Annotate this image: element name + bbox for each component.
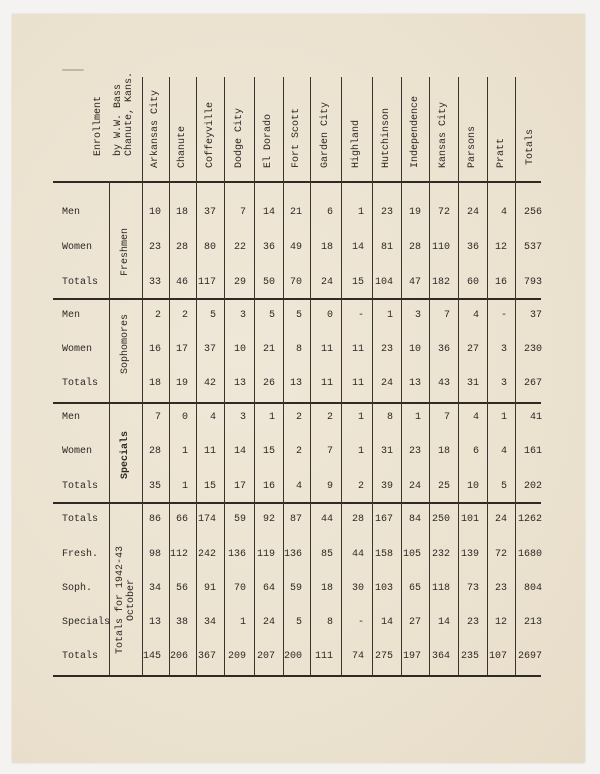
total-cell: 267 — [523, 378, 542, 389]
data-cell: 2 — [154, 310, 161, 321]
data-cell: 80 — [203, 242, 216, 253]
data-cell: 39 — [380, 481, 393, 492]
data-cell: 107 — [488, 651, 507, 662]
data-cell: 19 — [408, 207, 421, 218]
data-cell: 11 — [351, 344, 364, 355]
data-cell: 2 — [295, 412, 302, 423]
data-cell: 74 — [351, 651, 364, 662]
data-cell: 105 — [402, 549, 421, 560]
data-cell: 28 — [351, 514, 364, 525]
data-cell: 26 — [262, 378, 275, 389]
data-cell: 104 — [374, 277, 393, 288]
data-cell: 364 — [431, 651, 450, 662]
data-cell: 66 — [175, 514, 188, 525]
data-cell: 10 — [466, 481, 479, 492]
data-cell: 235 — [460, 651, 479, 662]
row-label: Men — [62, 412, 81, 423]
data-cell: 85 — [320, 549, 333, 560]
section-label — [109, 385, 142, 525]
data-cell: 1 — [500, 412, 507, 423]
data-cell: 3 — [239, 310, 246, 321]
data-cell: 6 — [472, 446, 479, 457]
data-cell: 1 — [357, 446, 364, 457]
row-label: Totals — [62, 277, 99, 288]
column-header-text: Garden City — [320, 101, 331, 168]
data-cell: 10 — [408, 344, 421, 355]
row-label: Men — [62, 310, 81, 321]
data-cell: 33 — [148, 277, 161, 288]
bottom-rule — [53, 675, 541, 677]
data-cell: 1 — [357, 412, 364, 423]
data-cell: 12 — [494, 617, 507, 628]
column-header — [283, 80, 310, 168]
data-cell: 30 — [351, 583, 364, 594]
data-cell: 65 — [408, 583, 421, 594]
total-cell: 37 — [529, 310, 542, 321]
total-cell: 2697 — [517, 651, 542, 662]
data-cell: 59 — [233, 514, 246, 525]
section-label-line: Totals for 1942-43 — [114, 545, 126, 655]
total-cell: 793 — [523, 277, 542, 288]
data-cell: 24 — [262, 617, 275, 628]
data-cell: 103 — [374, 583, 393, 594]
data-cell: 11 — [203, 446, 216, 457]
column-header-text: Coffeyville — [204, 101, 216, 168]
data-cell: 29 — [233, 277, 246, 288]
column-header — [341, 80, 372, 168]
row-label: Women — [62, 242, 93, 253]
data-cell: 3 — [414, 310, 421, 321]
data-cell: 207 — [256, 651, 275, 662]
data-cell: 23 — [494, 583, 507, 594]
data-cell: 36 — [262, 242, 275, 253]
data-cell: 14 — [262, 207, 275, 218]
data-cell: 10 — [148, 207, 161, 218]
data-cell: 6 — [326, 207, 333, 218]
data-cell: 7 — [154, 412, 161, 423]
data-cell: 16 — [148, 344, 161, 355]
data-cell: 1 — [239, 617, 246, 628]
column-header-text: Chanute — [177, 125, 188, 168]
column-header — [458, 80, 487, 168]
data-cell: 197 — [402, 651, 421, 662]
total-cell: 804 — [523, 583, 542, 594]
enrollment-title-text: Enrollment — [92, 95, 104, 156]
data-cell: 101 — [460, 514, 479, 525]
data-cell: 242 — [197, 549, 216, 560]
data-cell: 367 — [197, 651, 216, 662]
data-cell: 14 — [351, 242, 364, 253]
data-cell: 7 — [443, 310, 450, 321]
data-cell: 1 — [357, 207, 364, 218]
data-cell: 13 — [233, 378, 246, 389]
data-cell: 8 — [295, 344, 302, 355]
row-label: Totals — [62, 514, 99, 525]
data-cell: 72 — [494, 549, 507, 560]
data-cell: 16 — [262, 481, 275, 492]
data-cell: 4 — [295, 481, 302, 492]
data-cell: 87 — [289, 514, 302, 525]
total-cell: 202 — [523, 481, 542, 492]
row-label: Men — [62, 207, 81, 218]
data-cell: 22 — [233, 242, 246, 253]
data-cell: 7 — [239, 207, 246, 218]
row-label: Women — [62, 446, 93, 457]
data-cell: 36 — [466, 242, 479, 253]
data-cell: 117 — [197, 277, 216, 288]
column-header — [254, 80, 283, 168]
column-header-text: Parsons — [467, 125, 478, 168]
data-cell: 18 — [437, 446, 450, 457]
data-cell: 16 — [494, 277, 507, 288]
section-label-line: Specials — [120, 430, 131, 479]
data-cell: 34 — [148, 583, 161, 594]
data-cell: 73 — [466, 583, 479, 594]
data-cell: 19 — [175, 378, 188, 389]
data-cell: 209 — [227, 651, 246, 662]
data-cell: 110 — [431, 242, 450, 253]
data-cell: 5 — [268, 310, 275, 321]
data-cell: 56 — [175, 583, 188, 594]
data-cell: 24 — [408, 481, 421, 492]
data-cell: 206 — [169, 651, 188, 662]
row-label: Totals — [62, 378, 99, 389]
data-cell: 70 — [289, 277, 302, 288]
data-cell: 200 — [283, 651, 302, 662]
section-label — [109, 530, 142, 670]
data-cell: 11 — [320, 344, 333, 355]
column-header-text: Kansas City — [438, 101, 449, 168]
column-header — [310, 80, 341, 168]
data-cell: 5 — [295, 310, 302, 321]
data-cell: 86 — [148, 514, 161, 525]
column-header-text: El Dorado — [263, 113, 274, 168]
data-cell: 47 — [408, 277, 421, 288]
row-label: Women — [62, 344, 93, 355]
data-cell: 64 — [262, 583, 275, 594]
data-cell: 1 — [386, 310, 393, 321]
data-cell: 50 — [262, 277, 275, 288]
data-cell: 18 — [320, 583, 333, 594]
data-cell: 23 — [380, 207, 393, 218]
data-cell: 37 — [203, 344, 216, 355]
data-cell: 0 — [326, 310, 333, 321]
data-cell: 13 — [148, 617, 161, 628]
data-cell: 136 — [227, 549, 246, 560]
column-header — [142, 80, 169, 168]
column-header — [401, 80, 429, 168]
data-cell: 118 — [431, 583, 450, 594]
data-cell: 24 — [320, 277, 333, 288]
data-cell: 4 — [500, 207, 507, 218]
data-cell: 3 — [500, 378, 507, 389]
data-cell: 1 — [181, 446, 188, 457]
data-cell: 10 — [233, 344, 246, 355]
data-cell: 3 — [500, 344, 507, 355]
data-cell: 23 — [380, 344, 393, 355]
data-cell: 13 — [289, 378, 302, 389]
data-cell: 2 — [357, 481, 364, 492]
section-label-text — [120, 228, 131, 276]
data-cell: 7 — [326, 446, 333, 457]
data-cell: 44 — [351, 549, 364, 560]
data-cell: 112 — [169, 549, 188, 560]
data-cell: 31 — [466, 378, 479, 389]
enrollment-title — [88, 95, 108, 156]
data-cell: 158 — [374, 549, 393, 560]
section-label-line: Freshmen — [120, 227, 131, 276]
column-header — [515, 80, 546, 165]
data-cell: 3 — [239, 412, 246, 423]
section-label-text — [120, 431, 131, 479]
data-cell: 21 — [289, 207, 302, 218]
data-cell: 44 — [320, 514, 333, 525]
data-cell: 23 — [148, 242, 161, 253]
data-cell: 17 — [233, 481, 246, 492]
data-cell: 174 — [197, 514, 216, 525]
column-header — [196, 80, 224, 168]
data-cell: 72 — [437, 207, 450, 218]
column-header — [487, 80, 515, 168]
section-label-text — [115, 546, 137, 654]
total-cell: 230 — [523, 344, 542, 355]
author-line: Chanute, Kans. — [124, 71, 135, 156]
total-cell: 256 — [523, 207, 542, 218]
data-cell: 5 — [500, 481, 507, 492]
total-cell: 161 — [523, 446, 542, 457]
data-cell: 42 — [203, 378, 216, 389]
data-cell: 81 — [380, 242, 393, 253]
data-cell: 136 — [283, 549, 302, 560]
author-block — [110, 71, 138, 156]
data-cell: 182 — [431, 277, 450, 288]
column-header — [372, 80, 401, 168]
column-header-text: Dodge City — [233, 107, 245, 168]
data-cell: 23 — [466, 617, 479, 628]
data-cell: 98 — [148, 549, 161, 560]
data-cell: 111 — [314, 651, 333, 662]
data-cell: 11 — [351, 378, 364, 389]
data-cell: 5 — [209, 310, 216, 321]
data-cell: 139 — [460, 549, 479, 560]
column-header-text: Fort Scott — [291, 107, 302, 168]
data-cell: 91 — [203, 583, 216, 594]
row-label: Fresh. — [62, 549, 99, 560]
data-cell: 84 — [408, 514, 421, 525]
section-label-line: October — [125, 579, 137, 622]
section-label-text — [120, 314, 131, 374]
author-text — [113, 72, 135, 156]
data-cell: 24 — [466, 207, 479, 218]
column-header — [169, 80, 196, 168]
data-cell: 70 — [233, 583, 246, 594]
data-cell: 24 — [494, 514, 507, 525]
data-cell: 2 — [295, 446, 302, 457]
column-header — [224, 80, 254, 168]
data-cell: 38 — [175, 617, 188, 628]
data-cell: 18 — [175, 207, 188, 218]
data-cell: 275 — [374, 651, 393, 662]
data-cell: 1 — [414, 412, 421, 423]
data-cell: 92 — [262, 514, 275, 525]
data-cell: 37 — [203, 207, 216, 218]
section-label-line: Sophomores — [120, 313, 131, 374]
data-cell: 27 — [408, 617, 421, 628]
column-header-text: Hutchinson — [381, 107, 392, 168]
data-cell: 59 — [289, 583, 302, 594]
data-cell: 4 — [472, 310, 479, 321]
data-cell: 2 — [181, 310, 188, 321]
column-header-text: Pratt — [495, 137, 507, 168]
data-cell: 8 — [386, 412, 393, 423]
data-cell: - — [357, 617, 364, 628]
column-header-text: Independence — [409, 95, 421, 168]
data-cell: 14 — [380, 617, 393, 628]
data-cell: 24 — [380, 378, 393, 389]
row-label: Specials — [62, 617, 111, 628]
data-cell: 18 — [320, 242, 333, 253]
data-cell: 13 — [408, 378, 421, 389]
data-cell: 145 — [142, 651, 161, 662]
data-cell: 4 — [209, 412, 216, 423]
data-cell: 35 — [148, 481, 161, 492]
author-line: by W.W. Bass — [113, 83, 124, 156]
data-cell: 2 — [326, 412, 333, 423]
data-cell: 36 — [437, 344, 450, 355]
data-cell: 18 — [148, 378, 161, 389]
data-cell: 43 — [437, 378, 450, 389]
total-cell: 1262 — [517, 514, 542, 525]
data-cell: 8 — [326, 617, 333, 628]
data-cell: 4 — [472, 412, 479, 423]
data-cell: 119 — [256, 549, 275, 560]
data-cell: 17 — [175, 344, 188, 355]
data-cell: 34 — [203, 617, 216, 628]
data-cell: 0 — [181, 412, 188, 423]
data-cell: 1 — [268, 412, 275, 423]
data-cell: 31 — [380, 446, 393, 457]
data-cell: 21 — [262, 344, 275, 355]
data-cell: 15 — [203, 481, 216, 492]
data-cell: 4 — [500, 446, 507, 457]
total-cell: 213 — [523, 617, 542, 628]
data-cell: 14 — [437, 617, 450, 628]
row-label: Totals — [62, 481, 99, 492]
data-cell: 46 — [175, 277, 188, 288]
total-cell: 41 — [529, 412, 542, 423]
data-cell: 28 — [175, 242, 188, 253]
data-cell: 5 — [295, 617, 302, 628]
data-cell: 28 — [148, 446, 161, 457]
column-header-text: Arkansas City — [150, 89, 161, 168]
data-cell: 49 — [289, 242, 302, 253]
data-cell: 14 — [233, 446, 246, 457]
data-cell: 15 — [262, 446, 275, 457]
column-header — [429, 80, 458, 168]
column-header-text: Highland — [351, 119, 362, 168]
data-cell: 60 — [466, 277, 479, 288]
row-label: Totals — [62, 651, 99, 662]
data-cell: 1 — [181, 481, 188, 492]
data-cell: 23 — [408, 446, 421, 457]
data-cell: 167 — [374, 514, 393, 525]
data-cell: 11 — [320, 378, 333, 389]
data-cell: 28 — [408, 242, 421, 253]
data-cell: - — [357, 310, 364, 321]
row-label: Soph. — [62, 583, 93, 594]
data-cell: 25 — [437, 481, 450, 492]
data-cell: 250 — [431, 514, 450, 525]
data-cell: 232 — [431, 549, 450, 560]
data-cell: 7 — [443, 412, 450, 423]
data-cell: 15 — [351, 277, 364, 288]
data-cell: 27 — [466, 344, 479, 355]
total-cell: 1680 — [517, 549, 542, 560]
column-header-text: Totals — [525, 128, 536, 165]
total-cell: 537 — [523, 242, 542, 253]
data-cell: - — [500, 310, 507, 321]
data-cell: 12 — [494, 242, 507, 253]
data-cell: 9 — [326, 481, 333, 492]
